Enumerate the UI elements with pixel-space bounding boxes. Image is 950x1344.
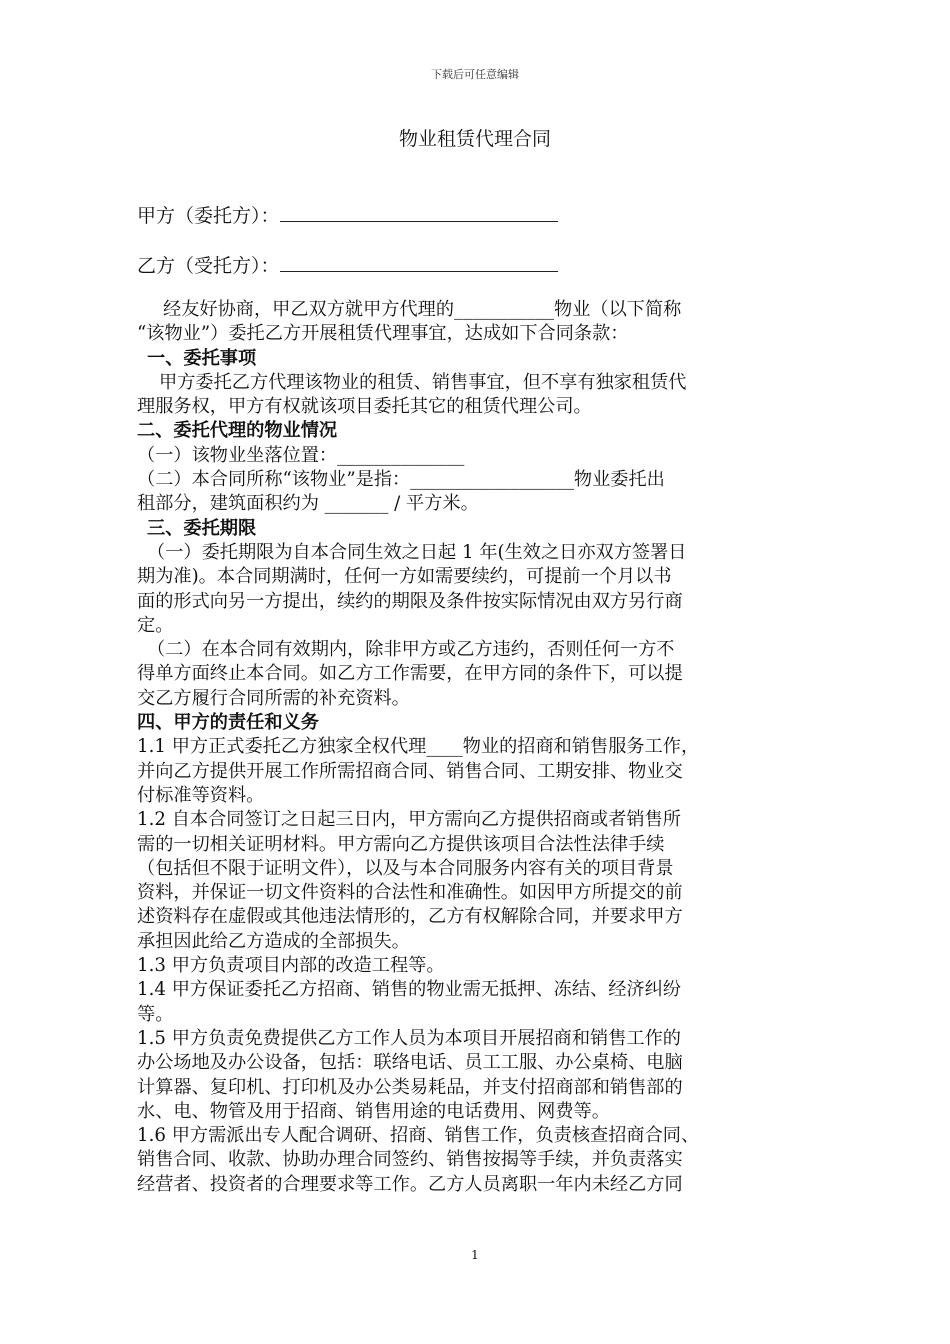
body-line: 甲方委托乙方代理该物业的租赁、销售事宜，但不享有独家租赁代 <box>159 371 687 393</box>
party-b-label: 乙方（受托方）： <box>137 255 280 277</box>
body-line: 等。 <box>137 1003 174 1025</box>
body-line: 承担因此给乙方造成的全部损失。 <box>137 930 410 952</box>
party-a-label: 甲方（委托方）： <box>137 205 280 227</box>
body-line: 1.2 自本合同签订之日起三日内，甲方需向乙方提供招商或者销售所 <box>137 809 681 831</box>
page-number: 1 <box>471 1248 479 1262</box>
party-a-row <box>137 201 558 228</box>
body-line: 1.6 甲方需派出专人配合调研、招商、销售工作，负责核查招商合同、 <box>137 1125 700 1147</box>
header-note: 下载后可任意编辑 <box>431 68 519 81</box>
body-line: 面的形式向另一方提出，续约的期限及条件按实际情况由双方另行商 <box>137 590 683 612</box>
body-line: 理服务权，甲方有权就该项目委托其它的租赁代理公司。 <box>137 396 592 418</box>
party-b-row <box>137 251 558 278</box>
body-line: 述资料存在虚假或其他违法情形的，乙方有权解除合同，并要求甲方 <box>137 906 683 928</box>
body-line: 水、电、物管及用于招商、销售用途的电话费用、网费等。 <box>137 1100 610 1122</box>
body-line: （一）委托期限为自本合同生效之日起 1 年(生效之日亦双方签署日 <box>147 541 687 563</box>
body-line: 得单方面终止本合同。如乙方工作需要，在甲方同的条件下，可以提 <box>137 663 683 685</box>
section-heading: 四、甲方的责任和义务 <box>137 712 319 734</box>
body-line: 1.1 甲方正式委托乙方独家全权代理____物业的招商和销售服务工作， <box>137 736 700 758</box>
body-line: 租部分，建筑面积约为 _______ / 平方米。 <box>137 493 479 515</box>
body-line: 需的一切相关证明材料。甲方需向乙方提供该项目合法性法律手续 <box>137 833 665 855</box>
section-heading: 三、委托期限 <box>147 517 257 539</box>
body-line: 1.5 甲方负责免费提供乙方工作人员为本项目开展招商和销售工作的 <box>137 1027 681 1049</box>
body-line: 交乙方履行合同所需的补充资料。 <box>137 687 410 709</box>
intro-line: 经友好协商，甲乙双方就甲方代理的___________物业（以下简称 <box>163 299 682 320</box>
body-line: 资料，并保证一切文件资料的合法性和准确性。如因甲方所提交的前 <box>137 882 683 904</box>
party-b-blank <box>280 253 558 272</box>
document-title: 物业租赁代理合同 <box>398 128 551 150</box>
body-line: （二）在本合同有效期内，除非甲方或乙方违约，否则任何一方不 <box>147 639 675 661</box>
section-heading: 二、委托代理的物业情况 <box>137 420 338 442</box>
body-line: 定。 <box>137 614 174 636</box>
body-line: （一）该物业坐落位置：______________ <box>137 444 465 466</box>
body-line: （包括但不限于证明文件），以及与本合同服务内容有关的项目背景 <box>137 857 674 879</box>
body-line: 1.4 甲方保证委托乙方招商、销售的物业需无抵押、冻结、经济纠纷 <box>137 979 681 1001</box>
body-line: 期为准)。本合同期满时，任何一方如需要续约，可提前一个月以书 <box>137 566 672 588</box>
party-a-blank <box>280 203 558 222</box>
body-line: 1.3 甲方负责项目内部的改造工程等。 <box>137 955 445 977</box>
body-line: 经营者、投资者的合理要求等工作。乙方人员离职一年内未经乙方同 <box>137 1173 683 1195</box>
contract-body <box>137 298 821 1197</box>
body-line: 计算器、复印机、打印机及办公类易耗品，并支付招商部和销售部的 <box>137 1076 683 1098</box>
body-line: （二）本合同所称“该物业”是指：__________________物业委托出 <box>137 469 665 491</box>
body-line: 并向乙方提供开展工作所需招商合同、销售合同、工期安排、物业交 <box>137 760 683 782</box>
section-heading: 一、委托事项 <box>147 347 257 369</box>
body-line: 销售合同、收款、协助办理合同签约、销售按揭等手续，并负责落实 <box>137 1149 683 1171</box>
intro-line: “该物业”）委托乙方开展租赁代理事宜，达成如下合同条款： <box>137 323 629 345</box>
body-line: 付标准等资料。 <box>137 784 265 806</box>
body-line: 办公场地及办公设备，包括：联络电话、员工工服、办公桌椅、电脑 <box>137 1052 683 1074</box>
